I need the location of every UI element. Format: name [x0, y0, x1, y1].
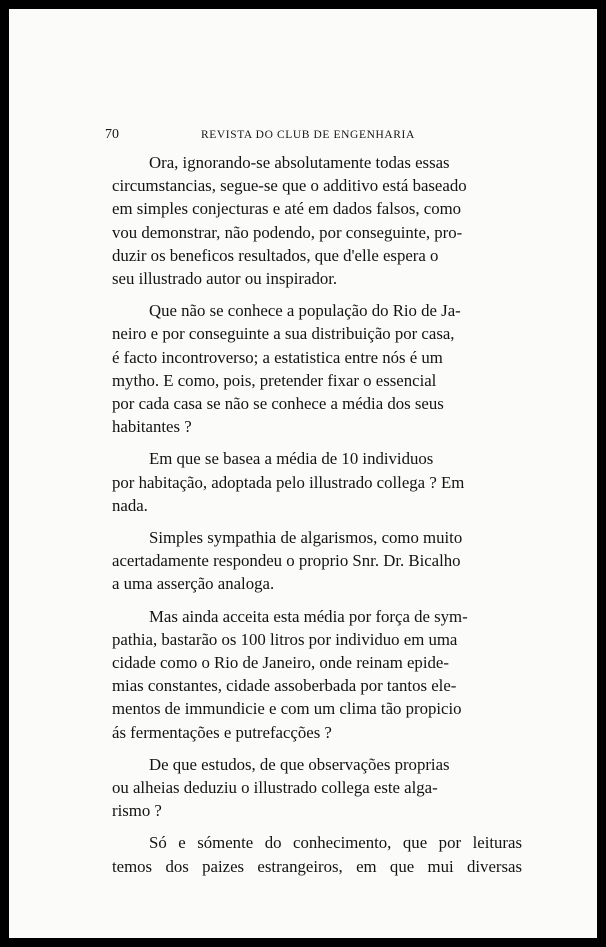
- text-line: por cada casa se não se conhece a média dos seus: [112, 394, 444, 414]
- text-line: Só e sómente do conhecimento, que por leituras: [149, 833, 522, 853]
- paragraph: [112, 447, 522, 517]
- paragraph: [112, 299, 522, 438]
- text-line: De que estudos, de que observações proprias: [149, 754, 450, 774]
- text-line: em simples conjecturas e até em dados falsos, como: [112, 199, 462, 219]
- paragraph: [112, 753, 522, 823]
- paragraph: [112, 831, 522, 877]
- text-line: Ora, ignorando-se absolutamente todas essas: [149, 153, 450, 172]
- text-line: Que não se conhece a população do Rio de Ja-: [149, 301, 461, 321]
- running-title: REVISTA DO CLUB DE ENGENHARIA: [201, 129, 415, 141]
- text-line: Mas ainda acceita esta média por força de sym-: [149, 606, 468, 626]
- paragraph: [112, 605, 522, 744]
- text-line: temos dos paizes estrangeiros, em que mui diversas: [112, 856, 522, 876]
- text-line: a uma asserção analoga.: [112, 574, 275, 594]
- scanned-page: [9, 9, 597, 938]
- text-line: rismo ?: [112, 801, 162, 821]
- text-line: Simples sympathia de algarismos, como muito: [149, 528, 463, 548]
- text-line: por habitação, adoptada pelo illustrado collega ? Em: [112, 472, 465, 492]
- page-header: [105, 127, 525, 147]
- paragraph: [112, 151, 522, 290]
- text-line: mytho. E como, pois, pretender fixar o essencial: [112, 370, 437, 390]
- text-line: pathia, bastarão os 100 litros por individuo em uma: [112, 629, 458, 649]
- text-line: neiro e por conseguinte a sua distribuição por casa,: [112, 324, 455, 344]
- text-line: cidade como o Rio de Janeiro, onde reinam epide-: [112, 653, 449, 673]
- text-line: mias constantes, cidade assoberbada por tantos ele-: [112, 676, 457, 696]
- text-line: circumstancias, segue-se que o additivo está baseado: [112, 176, 467, 196]
- body-text: [112, 151, 522, 878]
- text-line: nada.: [112, 495, 148, 515]
- text-line: ou alheias deduziu o illustrado collega este alga-: [112, 778, 438, 798]
- page-number: 70: [105, 127, 119, 142]
- text-line: Em que se basea a média de 10 individuos: [149, 449, 434, 469]
- text-line: é facto incontroverso; a estatistica entre nós é um: [112, 347, 443, 367]
- text-line: vou demonstrar, não podendo, por conseguinte, pro-: [112, 222, 463, 242]
- text-line: ás fermentações e putrefacções ?: [112, 722, 332, 742]
- text-line: duzir os beneficos resultados, que d'elle espera o: [112, 245, 439, 265]
- text-line: acertadamente respondeu o proprio Snr. Dr. Bicalho: [112, 551, 461, 571]
- text-line: mentos de immundicie e com um clima tão propicio: [112, 699, 462, 719]
- text-line: habitantes ?: [112, 417, 192, 437]
- text-line: seu illustrado autor ou inspirador.: [112, 269, 338, 289]
- paragraph: [112, 526, 522, 596]
